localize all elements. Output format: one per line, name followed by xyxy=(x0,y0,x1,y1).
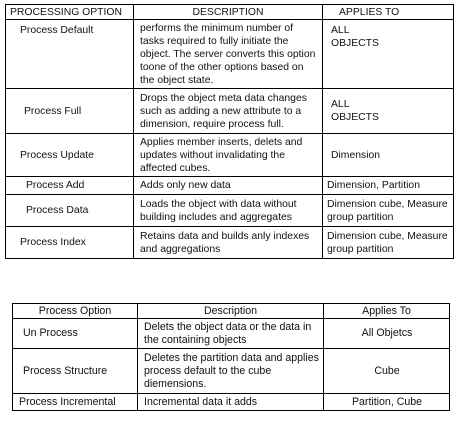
description-cell: Adds only new data xyxy=(134,177,323,195)
applies-to-cell: Dimension cube, Measure group partition xyxy=(323,195,454,227)
column-header-applies-to: Applies To xyxy=(324,304,450,319)
option-cell: Process Structure xyxy=(13,349,138,394)
description-cell: Delets the object data or the data in the containing objects xyxy=(138,319,324,349)
processing-options-table xyxy=(5,4,454,259)
table-row xyxy=(6,20,454,89)
option-cell: Process Add xyxy=(6,177,134,195)
table-row xyxy=(13,319,450,349)
applies-to-cell: Dimension xyxy=(323,134,454,177)
applies-to-cell: Cube xyxy=(324,349,450,394)
table-row xyxy=(6,195,454,227)
table-row xyxy=(6,177,454,195)
applies-to-cell: Partition, Cube xyxy=(324,394,450,411)
option-cell: Process Default xyxy=(6,20,134,89)
description-cell: Applies member inserts, delets and updates without invalidating the affected cubes. xyxy=(134,134,323,177)
table-row xyxy=(13,394,450,411)
table-row xyxy=(6,134,454,177)
description-cell: performs the minimum number of tasks required to fully initiate the object. The server converts this option toone of the other options based on the object state. xyxy=(134,20,323,89)
applies-to-cell: Dimension cube, Measure group partition xyxy=(323,227,454,259)
table-row xyxy=(6,227,454,259)
applies-to-cell: ALL OBJECTS xyxy=(323,20,454,89)
column-header-process-option: Process Option xyxy=(13,304,138,319)
description-cell: Loads the object with data without building includes and aggregates xyxy=(134,195,323,227)
description-cell: Deletes the partition data and applies process default to the cube diemensions. xyxy=(138,349,324,394)
option-cell: Un Process xyxy=(13,319,138,349)
applies-to-cell: All Objetcs xyxy=(324,319,450,349)
option-cell: Process Data xyxy=(6,195,134,227)
option-cell: Process Index xyxy=(6,227,134,259)
column-header-applies-to: APPLIES TO xyxy=(323,5,454,20)
column-header-description: Description xyxy=(138,304,324,319)
description-cell: Retains data and builds anly indexes and aggregations xyxy=(134,227,323,259)
description-cell: Drops the object meta data changes such as adding a new attribute to a dimension, require process full. xyxy=(134,89,323,134)
applies-to-cell: ALL OBJECTS xyxy=(323,89,454,134)
option-cell: Process Update xyxy=(6,134,134,177)
table-header-row xyxy=(6,5,454,20)
applies-to-cell: Dimension, Partition xyxy=(323,177,454,195)
additional-processing-options-table xyxy=(12,303,450,411)
column-header-description: DESCRIPTION xyxy=(134,5,323,20)
column-header-processing-option: PROCESSING OPTION xyxy=(6,5,134,20)
option-cell: Process Incremental xyxy=(13,394,138,411)
table-row xyxy=(6,89,454,134)
table-row xyxy=(13,349,450,394)
description-cell: Incremental data it adds xyxy=(138,394,324,411)
option-cell: Process Full xyxy=(6,89,134,134)
table-header-row xyxy=(13,304,450,319)
